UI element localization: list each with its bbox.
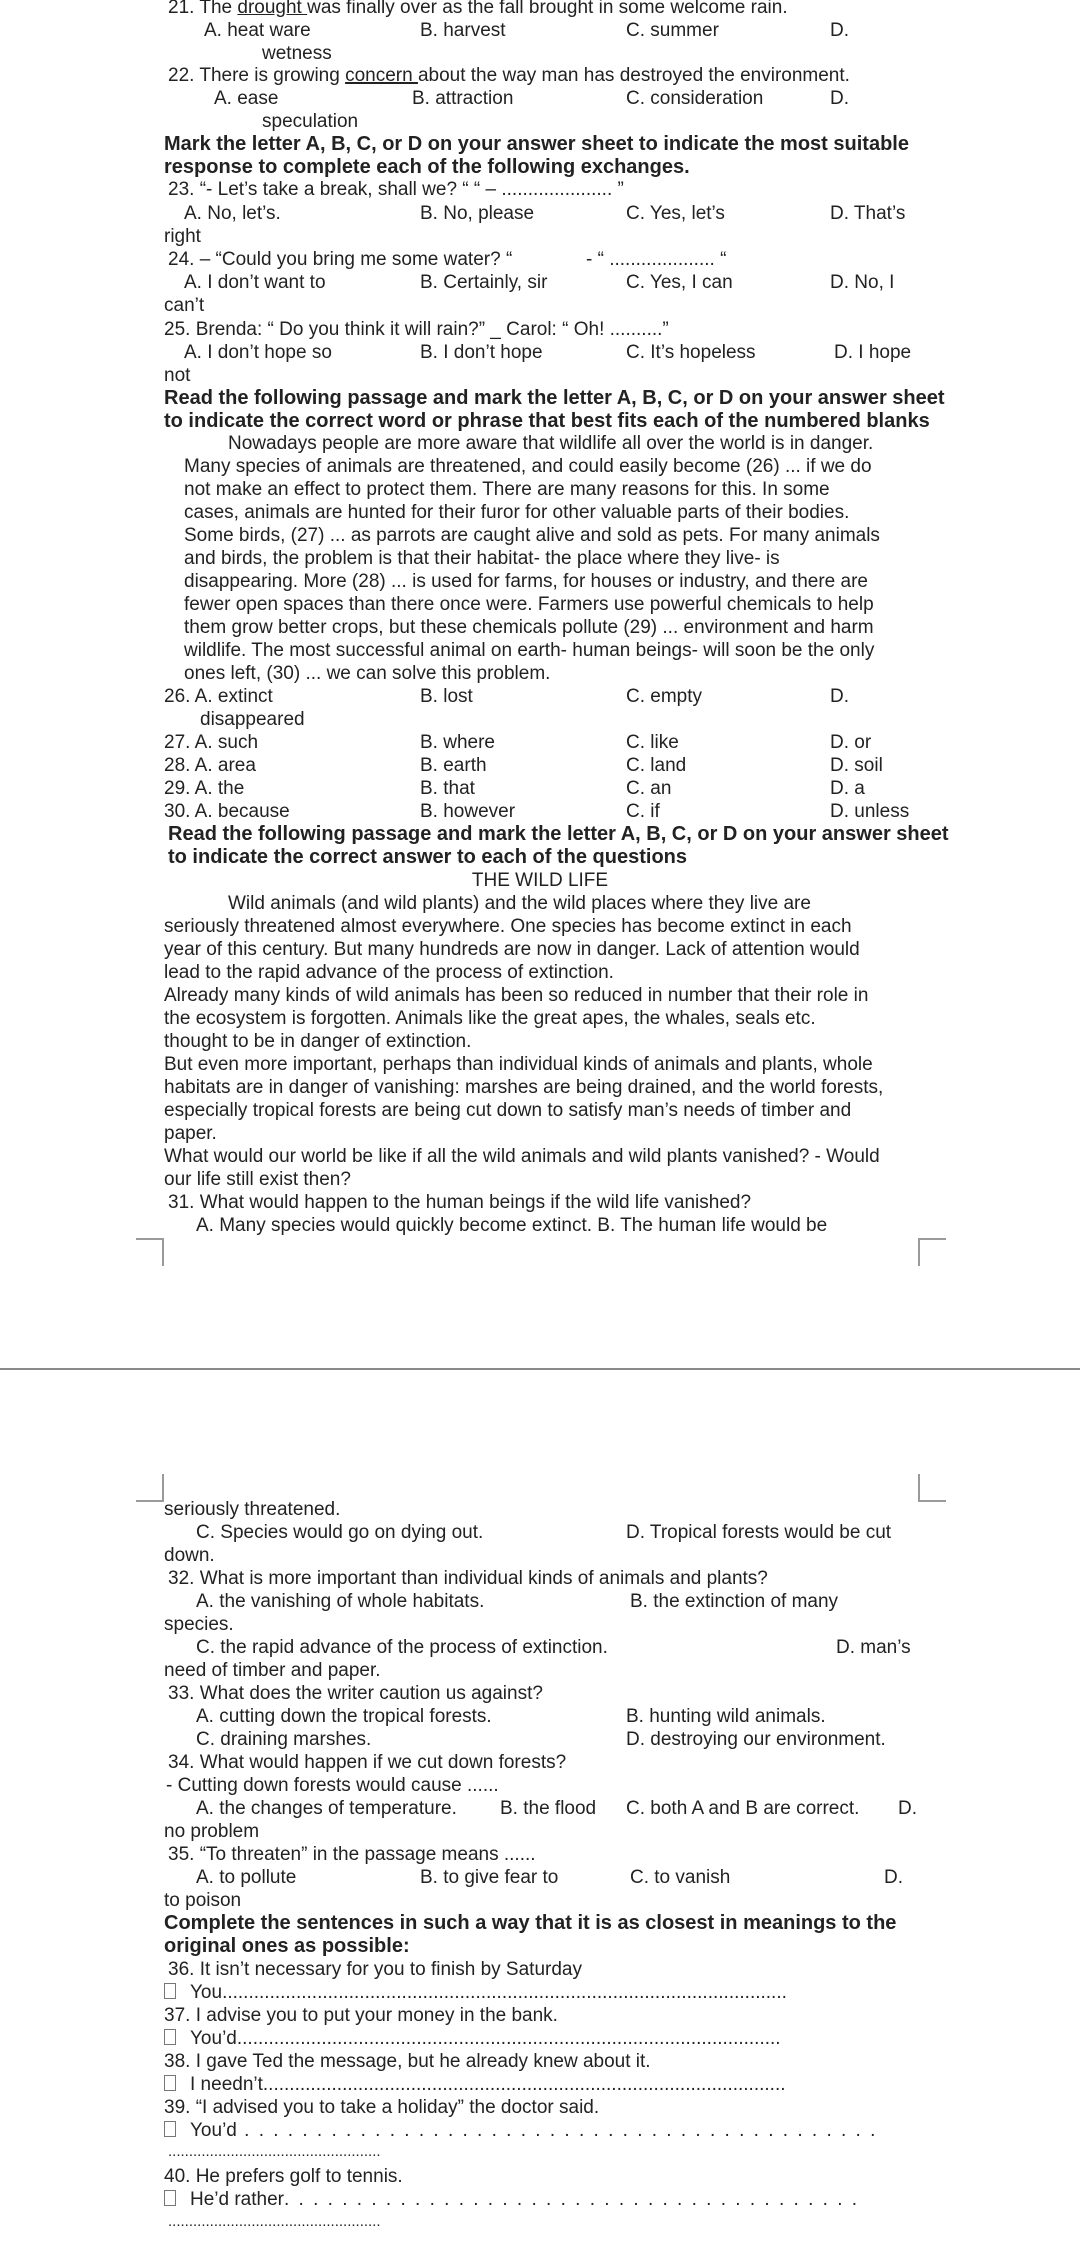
option-a-b: A. Many species would quickly become extinct. B. The human life would be (196, 1215, 828, 1236)
page-corner-mark (136, 1238, 164, 1266)
option-d: D. (830, 686, 849, 707)
option-a: 26. A. extinct (164, 686, 273, 707)
passage-line: seriously threatened almost everywhere. One species has become extinct in each (164, 916, 852, 937)
option-c: C. consideration (626, 88, 764, 109)
option-a: A. heat ware (204, 20, 311, 41)
option-c: C. the rapid advance of the process of extinction. (196, 1637, 608, 1658)
option-c: C. draining marshes. (196, 1729, 372, 1750)
rewrite-question: 38. I gave Ted the message, but he already knew about it. (164, 2051, 651, 2072)
question-24: 24. – “Could you bring me some water? “ (168, 249, 513, 270)
option-d: D. man’s (836, 1637, 911, 1658)
option-a: 29. A. the (164, 778, 245, 799)
option-d-text: to poison (164, 1890, 242, 1911)
option-b: B. attraction (412, 88, 514, 109)
option-d-text: no problem (164, 1821, 260, 1842)
option-d-text: speculation (262, 111, 359, 132)
option-d: D. (884, 1867, 903, 1888)
option-c: C. an (626, 778, 672, 799)
passage-line: our life still exist then? (164, 1169, 351, 1190)
option-d: D. a (830, 778, 865, 799)
option-a: A. No, let’s. (184, 203, 281, 224)
option-c: C. summer (626, 20, 719, 41)
option-d: D. That’s (830, 203, 906, 224)
passage-line: ones left, (30) ... we can solve this problem. (184, 663, 551, 684)
section-heading-cont: to indicate the correct answer to each of the questions (168, 846, 687, 868)
section-heading: Mark the letter A, B, C, or D on your answer sheet to indicate the most suitable (164, 133, 909, 155)
option-d-text: wetness (262, 43, 332, 64)
question-24-response: - “ .................... “ (586, 249, 727, 270)
passage-line: thought to be in danger of extinction. (164, 1031, 472, 1052)
checkbox-icon (164, 2190, 176, 2206)
option-c: C. to vanish (630, 1867, 731, 1888)
passage-line: year of this century. But many hundreds are now in danger. Lack of attention would (164, 939, 860, 960)
option-b: B. the extinction of many (630, 1591, 839, 1612)
passage-line: habitats are in danger of vanishing: marshes are being drained, and the world forests, (164, 1077, 884, 1098)
option-d-text: not (164, 365, 191, 386)
question-21: 21. The drought was finally over as the fall brought in some welcome rain. (168, 0, 788, 18)
option-a: A. the vanishing of whole habitats. (196, 1591, 485, 1612)
passage-line: lead to the rapid advance of the process of extinction. (164, 962, 614, 983)
option-a: A. the changes of temperature. (196, 1798, 457, 1819)
rewrite-question: 39. “I advised you to take a holiday” the doctor said. (164, 2097, 600, 2118)
option-a: A. ease (214, 88, 279, 109)
passage-line: the ecosystem is forgotten. Animals like the great apes, the whales, seals etc. (164, 1008, 816, 1029)
option-d: D. Tropical forests would be cut (626, 1522, 892, 1543)
page-corner-mark (136, 1474, 164, 1502)
passage-line: Already many kinds of wild animals has been so reduced in number that their role in (164, 985, 869, 1006)
option-c: C. Species would go on dying out. (196, 1522, 484, 1543)
option-b: B. No, please (420, 203, 535, 224)
section-heading: Read the following passage and mark the letter A, B, C, or D on your answer sheet (168, 823, 949, 845)
option-c: C. Yes, I can (626, 272, 733, 293)
section-heading: Complete the sentences in such a way that it is as closest in meanings to the (164, 1912, 897, 1934)
option-c: C. empty (626, 686, 703, 707)
section-heading: Read the following passage and mark the letter A, B, C, or D on your answer sheet (164, 387, 945, 409)
question-34-prompt: - Cutting down forests would cause ...... (166, 1775, 499, 1796)
option-a: A. to pollute (196, 1867, 297, 1888)
question-33: 33. What does the writer caution us against? (168, 1683, 543, 1704)
rewrite-answer-continuation[interactable]: ................................................... (168, 2143, 381, 2160)
option-a: A. cutting down the tropical forests. (196, 1706, 492, 1727)
worksheet-page-2 (0, 1370, 1080, 2245)
option-d-text: need of timber and paper. (164, 1660, 381, 1681)
option-c: C. like (626, 732, 679, 753)
checkbox-icon (164, 2121, 176, 2137)
passage-line: fewer open spaces than there once were. Farmers use powerful chemicals to help (184, 594, 874, 615)
option-d: D. or (830, 732, 872, 753)
option-d-text: right (164, 226, 201, 247)
checkbox-icon (164, 2075, 176, 2091)
option-a: 28. A. area (164, 755, 256, 776)
option-d: D. (830, 88, 849, 109)
passage-line: them grow better crops, but these chemicals pollute (29) ... environment and harm (184, 617, 874, 638)
passage-line: Some birds, (27) ... as parrots are caught alive and sold as pets. For many animals (184, 525, 880, 546)
option-c: C. if (626, 801, 660, 822)
rewrite-answer-line[interactable]: You’d . . . . . . . . . . . . . . . . . . . . . . . . . . . . . . . . . . . . . . . . . . . . (164, 2119, 877, 2142)
option-d: D. unless (830, 801, 910, 822)
passage-line: cases, animals are hunted for their furor for other valuable parts of their bodies. (184, 502, 850, 523)
passage-line: not make an effect to protect them. There are many reasons for this. In some (184, 479, 830, 500)
option-c: C. It’s hopeless (626, 342, 756, 363)
rewrite-answer-line[interactable]: He’d rather. . . . . . . . . . . . . . . . . . . . . . . . . . . . . . . . . . . . . . . . (164, 2188, 859, 2211)
option-d: D. No, I (830, 272, 895, 293)
passage-line: and birds, the problem is that their habitat- the place where they live- is (184, 548, 780, 569)
passage-line: Wild animals (and wild plants) and the wild places where they live are (228, 893, 811, 914)
passage-line: What would our world be like if all the wild animals and wild plants vanished? - Would (164, 1146, 880, 1167)
option-c: C. Yes, let’s (626, 203, 725, 224)
option-b: B. however (420, 801, 516, 822)
option-d-text: can’t (164, 295, 205, 316)
option-a: A. I don’t hope so (184, 342, 332, 363)
passage-line: But even more important, perhaps than individual kinds of animals and plants, whole (164, 1054, 873, 1075)
section-heading-cont: original ones as possible: (164, 1935, 410, 1957)
checkbox-icon (164, 1983, 176, 1999)
page-corner-mark (918, 1474, 946, 1502)
option-b: B. I don’t hope (420, 342, 543, 363)
passage-line: especially tropical forests are being cut down to satisfy man’s needs of timber and (164, 1100, 852, 1121)
rewrite-answer-continuation[interactable]: ................................................... (168, 2213, 381, 2230)
rewrite-question: 36. It isn’t necessary for you to finish by Saturday (168, 1959, 582, 1980)
option-b: B. to give fear to (420, 1867, 559, 1888)
question-23: 23. “- Let’s take a break, shall we? “ “ – ..................... ” (168, 179, 624, 200)
option-a: 30. A. because (164, 801, 290, 822)
passage-line: wildlife. The most successful animal on earth- human beings- will soon be the only (184, 640, 875, 661)
rewrite-answer-line[interactable]: I needn’t................................................................................................... (164, 2073, 786, 2096)
option-b-text: species. (164, 1614, 234, 1635)
question-32: 32. What is more important than individual kinds of animals and plants? (168, 1568, 768, 1589)
option-a-text: disappeared (200, 709, 305, 730)
option-c: C. land (626, 755, 687, 776)
rewrite-question: 37. I advise you to put your money in the bank. (164, 2005, 558, 2026)
option-b-text: seriously threatened. (164, 1499, 341, 1520)
option-d: D. destroying our environment. (626, 1729, 886, 1750)
checkbox-icon (164, 2029, 176, 2045)
option-b: B. the flood (500, 1798, 597, 1819)
option-d: D. I hope (834, 342, 912, 363)
option-d: D. (898, 1798, 917, 1819)
question-35: 35. “To threaten” in the passage means ...... (168, 1844, 536, 1865)
option-b: B. where (420, 732, 495, 753)
option-b: B. harvest (420, 20, 506, 41)
option-a: A. I don’t want to (184, 272, 326, 293)
page-corner-mark (918, 1238, 946, 1266)
passage-line: disappearing. More (28) ... is used for farms, for houses or industry, and there are (184, 571, 868, 592)
passage-title: THE WILD LIFE (471, 870, 609, 891)
option-b: B. hunting wild animals. (626, 1706, 826, 1727)
option-c: C. both A and B are correct. (626, 1798, 860, 1819)
rewrite-question: 40. He prefers golf to tennis. (164, 2166, 403, 2187)
option-b: B. Certainly, sir (420, 272, 548, 293)
section-heading-cont: to indicate the correct word or phrase that best fits each of the numbered blanks (164, 410, 930, 432)
option-d: D. (830, 20, 849, 41)
option-b: B. that (420, 778, 475, 799)
option-d-text: down. (164, 1545, 215, 1566)
question-25: 25. Brenda: “ Do you think it will rain?” _ Carol: “ Oh! ..........” (164, 319, 669, 340)
question-31: 31. What would happen to the human beings if the wild life vanished? (168, 1192, 752, 1213)
option-a: 27. A. such (164, 732, 259, 753)
option-b: B. earth (420, 755, 487, 776)
option-b: B. lost (420, 686, 473, 707)
section-heading-cont: response to complete each of the following exchanges. (164, 156, 690, 178)
question-34: 34. What would happen if we cut down forests? (168, 1752, 567, 1773)
passage-line: Many species of animals are threatened, and could easily become (26) ... if we do (184, 456, 872, 477)
option-d: D. soil (830, 755, 883, 776)
rewrite-answer-line[interactable]: You........................................................................................................... (164, 1981, 787, 2004)
question-22: 22. There is growing concern about the way man has destroyed the environment. (168, 65, 850, 86)
rewrite-answer-line[interactable]: You’d....................................................................................................... (164, 2027, 781, 2050)
passage-line: Nowadays people are more aware that wildlife all over the world is in danger. (228, 433, 874, 454)
passage-line: paper. (164, 1123, 217, 1144)
